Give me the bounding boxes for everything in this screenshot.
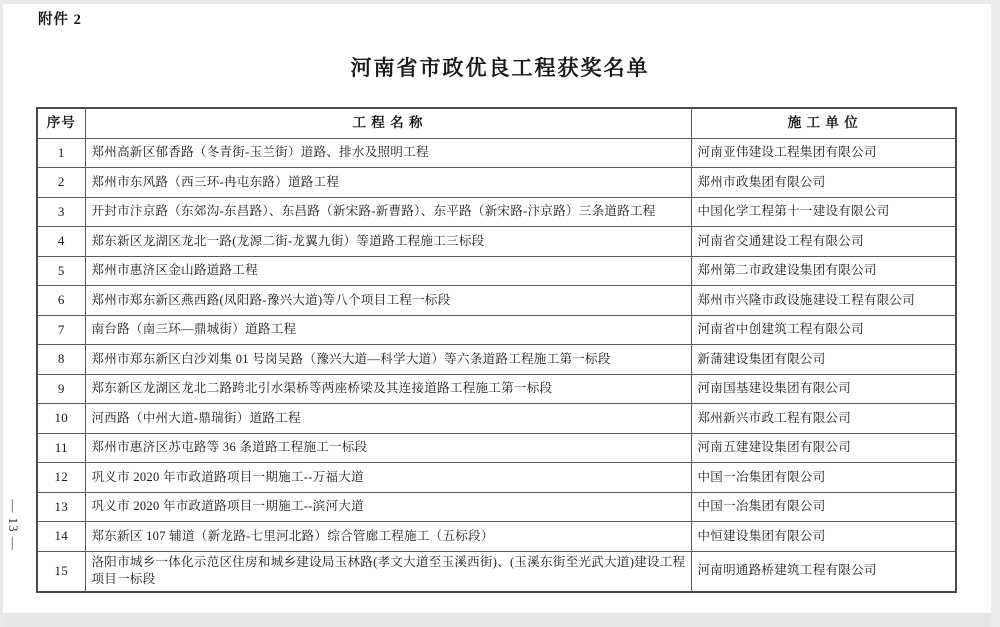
- row-number-cell: 3: [37, 197, 85, 227]
- table-row: [37, 463, 956, 493]
- table-row: [37, 551, 956, 592]
- row-number-cell: 10: [37, 404, 85, 434]
- column-header-construction-unit: 施 工 单 位: [691, 108, 956, 138]
- project-name-cell: 郑州市东风路（西三环-冉屯东路）道路工程: [85, 168, 691, 198]
- table-row: [37, 404, 956, 434]
- page-edge-left: [0, 0, 3, 627]
- construction-unit-cell: 河南五建建设集团有限公司: [691, 433, 956, 463]
- construction-unit-cell: 中国一冶集团有限公司: [691, 463, 956, 493]
- project-name-cell: 郑东新区龙湖区龙北二路跨北引水渠桥等两座桥梁及其连接道路工程施工第一标段: [85, 374, 691, 404]
- column-header-number: 序号: [37, 108, 85, 138]
- table-row: [37, 522, 956, 552]
- construction-unit-cell: 郑州第二市政建设集团有限公司: [691, 256, 956, 286]
- project-name-cell: 郑州市惠济区金山路道路工程: [85, 256, 691, 286]
- row-number-cell: 4: [37, 227, 85, 257]
- table-row: [37, 256, 956, 286]
- table-row: [37, 345, 956, 375]
- construction-unit-cell: 中恒建设集团有限公司: [691, 522, 956, 552]
- table-row: [37, 197, 956, 227]
- row-number-cell: 6: [37, 286, 85, 316]
- project-name-cell: 洛阳市城乡一体化示范区住房和城乡建设局玉林路(孝文大道至玉溪西街)、(玉溪东街至光武大道)建设工程项目一标段: [85, 551, 691, 592]
- row-number-cell: 14: [37, 522, 85, 552]
- row-number-cell: 7: [37, 315, 85, 345]
- construction-unit-cell: 中国一冶集团有限公司: [691, 492, 956, 522]
- page-title: 河南省市政优良工程获奖名单: [350, 56, 650, 80]
- project-name-cell: 郑东新区龙湖区龙北一路(龙源二街-龙翼九街）等道路工程施工三标段: [85, 227, 691, 257]
- construction-unit-cell: 郑州市政集团有限公司: [691, 168, 956, 198]
- project-name-cell: 郑东新区 107 辅道（新龙路-七里河北路）综合管廊工程施工（五标段）: [85, 522, 691, 552]
- page-edge-right: [991, 0, 1000, 627]
- construction-unit-cell: 河南明通路桥建筑工程有限公司: [691, 551, 956, 592]
- table-row: [37, 227, 956, 257]
- construction-unit-cell: 新蒲建设集团有限公司: [691, 345, 956, 375]
- awards-table: [36, 107, 957, 593]
- page-edge-bottom: [0, 613, 1000, 627]
- row-number-cell: 1: [37, 138, 85, 168]
- table-row: [37, 168, 956, 198]
- table-row: [37, 433, 956, 463]
- row-number-cell: 5: [37, 256, 85, 286]
- table-row: [37, 138, 956, 168]
- construction-unit-cell: 中国化学工程第十一建设有限公司: [691, 197, 956, 227]
- row-number-cell: 12: [37, 463, 85, 493]
- construction-unit-cell: 河南省中创建筑工程有限公司: [691, 315, 956, 345]
- page-number: — 13 —: [6, 499, 21, 551]
- row-number-cell: 2: [37, 168, 85, 198]
- row-number-cell: 15: [37, 551, 85, 592]
- project-name-cell: 郑州市郑东新区燕西路(凤阳路-豫兴大道)等八个项目工程一标段: [85, 286, 691, 316]
- table-row: [37, 374, 956, 404]
- row-number-cell: 13: [37, 492, 85, 522]
- row-number-cell: 11: [37, 433, 85, 463]
- row-number-cell: 8: [37, 345, 85, 375]
- project-name-cell: 开封市汴京路（东郊沟-东昌路）、东昌路（新宋路-新曹路）、东平路（新宋路-汴京路）三条道路工程: [85, 197, 691, 227]
- table-header-row: [37, 108, 956, 138]
- project-name-cell: 河西路（中州大道-鼎瑞街）道路工程: [85, 404, 691, 434]
- column-header-project-name: 工 程 名 称: [85, 108, 691, 138]
- project-name-cell: 巩义市 2020 年市政道路项目一期施工--万福大道: [85, 463, 691, 493]
- project-name-cell: 郑州市郑东新区白沙刘集 01 号岗吴路（豫兴大道—科学大道）等六条道路工程施工第一标段: [85, 345, 691, 375]
- project-name-cell: 南台路（南三环—鼎城街）道路工程: [85, 315, 691, 345]
- construction-unit-cell: 河南省交通建设工程有限公司: [691, 227, 956, 257]
- project-name-cell: 郑州市惠济区苏屯路等 36 条道路工程施工一标段: [85, 433, 691, 463]
- table-row: [37, 315, 956, 345]
- attachment-label: 附件 2: [38, 12, 82, 28]
- project-name-cell: 巩义市 2020 年市政道路项目一期施工--滨河大道: [85, 492, 691, 522]
- row-number-cell: 9: [37, 374, 85, 404]
- construction-unit-cell: 郑州新兴市政工程有限公司: [691, 404, 956, 434]
- project-name-cell: 郑州高新区郁香路（冬青街-玉兰街）道路、排水及照明工程: [85, 138, 691, 168]
- table-row: [37, 286, 956, 316]
- page-edge-top: [0, 0, 1000, 4]
- table-row: [37, 492, 956, 522]
- construction-unit-cell: 河南亚伟建设工程集团有限公司: [691, 138, 956, 168]
- construction-unit-cell: 河南国基建设集团有限公司: [691, 374, 956, 404]
- construction-unit-cell: 郑州市兴隆市政设施建设工程有限公司: [691, 286, 956, 316]
